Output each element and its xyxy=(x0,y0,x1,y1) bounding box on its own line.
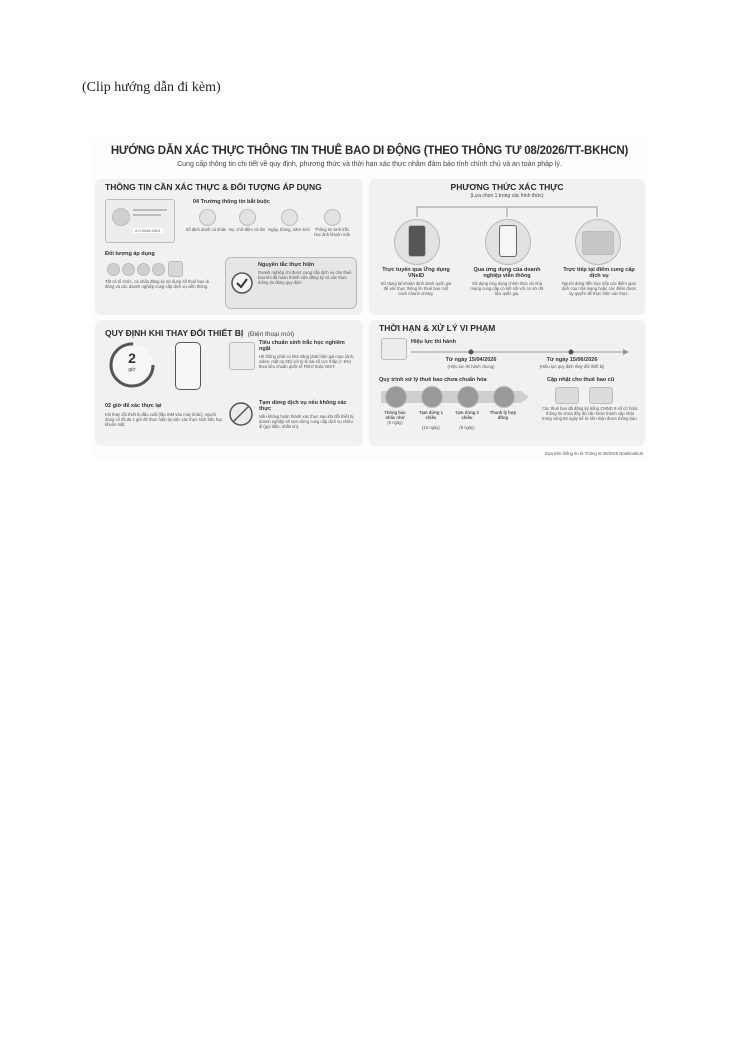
panel-device-change xyxy=(95,320,363,446)
step-4-label: Thanh lý hợp đồng xyxy=(489,410,517,420)
method-3-title: Trực tiếp tại điểm cung cấp dịch vụ xyxy=(563,267,635,279)
method-2-title: Qua ứng dụng của doanh nghiệp viễn thông xyxy=(473,267,541,279)
step-4-icon xyxy=(493,386,515,408)
panel2-heading: PHƯƠNG THỨC XÁC THỰC xyxy=(450,182,564,192)
connector-lines xyxy=(369,201,645,221)
timeline xyxy=(411,348,631,356)
store-icon xyxy=(582,231,614,255)
date-2: Từ ngày 15/06/2026 xyxy=(546,357,598,363)
principle-box xyxy=(225,257,357,309)
panel1-heading: THÔNG TIN CẦN XÁC THỰC & ĐỐI TƯỢNG ÁP DỤNG xyxy=(105,182,322,192)
date-1-sub: (Hiệu lực thi hành chung) xyxy=(447,364,495,369)
process-title: Quy trình xử lý thuê bao chưa chuẩn hóa xyxy=(379,377,487,383)
building-icon xyxy=(168,261,183,277)
old-id-card-icon xyxy=(555,387,579,404)
face-icon xyxy=(324,209,341,226)
panel3-heading-row xyxy=(105,323,294,341)
clock-unit: giờ xyxy=(128,367,136,373)
step-1-days: (5 ngày) xyxy=(387,420,403,425)
bio-title: Tiêu chuẩn sinh trắc học nghiêm ngặt xyxy=(259,340,345,352)
check-circle-icon xyxy=(231,272,253,294)
panel-methods xyxy=(369,179,645,315)
date-2-sub: (Hiệu lực quy định thay đổi thiết bị) xyxy=(539,364,605,369)
principle-title: Nguyên tắc thực hiện xyxy=(258,262,315,268)
old-title: Cập nhật cho thuê bao cũ xyxy=(547,377,615,383)
name-icon xyxy=(239,209,256,226)
infographic-subtitle: Cung cấp thông tin chi tiết về quy định, phương thức và thời hạn xác thực nhằm đảm bảo tính chính chủ và an toàn pháp lý. xyxy=(177,161,562,168)
principle-text: Doanh nghiệp chỉ được cung cấp dịch vụ cho thuê bao khi đã hoàn thành việc đăng ký và xác thực thông tin đúng quy định. xyxy=(258,270,352,285)
hours-text: Khi thay đổi thiết bị đầu cuối (lắp SIM vào máy khác), người dùng có tối đa 2 giờ để thực hiện lại việc xác thực sinh trắc học khuôn mặt. xyxy=(105,412,223,427)
person-icon-4 xyxy=(152,263,165,276)
hours-title: 02 giờ để xác thực lại xyxy=(105,403,162,409)
bio-text: Hệ thống phải có khả năng phát hiện giả mạo (ảnh, video, mặt nạ 3D) với tỷ lệ sai số cực thấp (< 5%) theo tiêu chuẩn quốc tế FIDO hoặc NIST. xyxy=(259,354,355,369)
field-1: Số định danh cá nhân xyxy=(185,227,227,232)
subjects-title: Đối tượng áp dụng xyxy=(105,251,155,257)
panel-deadlines xyxy=(369,320,645,446)
panel2-sub: (Lựa chọn 1 trong các hình thức) xyxy=(470,193,544,199)
date-1: Từ ngày 15/04/2026 xyxy=(445,357,497,363)
step-2-label: Tạm dừng 1 chiều xyxy=(419,410,443,420)
infographic-title: HƯỚNG DẪN XÁC THỰC THÔNG TIN THUÊ BAO DI ĐỘNG (THEO THÔNG TƯ 08/2026/TT-BKHCN) xyxy=(110,145,629,157)
step-1-label: Thông báo nhắc nhở xyxy=(384,410,406,420)
fields-title: 04 Trường thông tin bắt buộc xyxy=(193,199,270,205)
calendar-big-icon xyxy=(381,338,407,360)
step-3-days: (5 ngày) xyxy=(459,425,475,430)
portrait-icon xyxy=(112,208,130,226)
method-3-text: Người dùng đến trực tiếp các điểm giao dịch của nhà mạng hoặc các điểm được ủy quyền để thực hiện xác thực. xyxy=(561,281,637,296)
panel4-heading: THỜI HẠN & XỬ LÝ VI PHẠM xyxy=(379,323,496,333)
panel-info-subjects xyxy=(95,179,363,315)
subjects-text: Tất cả tổ chức, cá nhân đăng ký sử dụng số thuê bao di động và các doanh nghiệp cung cấp dịch vụ viễn thông. xyxy=(105,279,209,289)
method-1-title: Trực tuyến qua Ứng dụng VNeID xyxy=(382,267,450,279)
panel3-heading-sub: (Điện thoại mới) xyxy=(247,331,295,338)
face-scan-icon xyxy=(229,342,255,370)
step-2-days: (10 ngày) xyxy=(422,425,440,430)
id-number-icon xyxy=(199,209,216,226)
step-3-label: Tạm dừng 2 chiều xyxy=(455,410,479,420)
clock-number: 2 xyxy=(128,350,136,366)
suspend-text: Nếu không hoàn thành xác thực sau khi đổi thiết bị, doanh nghiệp sẽ tạm dừng cung cấp dịch vụ chiều đi (gọi điện, nhắn tin). xyxy=(259,414,355,429)
field-4: Thông tin sinh trắc học ảnh khuôn mặt xyxy=(314,227,350,237)
vneid-phone-icon xyxy=(408,225,426,257)
method-1-text: Sử dụng tài khoản định danh quốc gia để xác thực thông tin thuê bao một cách nhanh chóng. xyxy=(380,281,452,296)
step-2-icon xyxy=(421,386,443,408)
field-2: Họ, chữ đệm và tên xyxy=(228,227,266,232)
new-id-card-icon xyxy=(589,387,613,404)
suspend-title: Tạm dừng dịch vụ nếu không xác thực xyxy=(259,400,347,412)
effect-title: Hiệu lực thi hành xyxy=(411,339,456,345)
person-icon-2 xyxy=(122,263,135,276)
old-text: Các thuê bao đã đăng ký bằng CMND 9 số cũ hoặc thông tin chưa đầy đủ cần hoàn thành cập nhật trong vòng 60 ngày kể từ khi nhận được thông báo. xyxy=(542,406,638,421)
method-2-text: Sử dụng ứng dụng chính thức do nhà mạng cung cấp có kết nối với cơ sở dữ liệu quốc gia. xyxy=(470,281,544,296)
id-card-icon xyxy=(105,199,175,243)
person-icon-3 xyxy=(137,263,150,276)
smartphone-icon xyxy=(175,342,201,390)
person-icon-1 xyxy=(107,263,120,276)
calendar-icon xyxy=(281,209,298,226)
step-3-icon xyxy=(457,386,479,408)
no-service-icon xyxy=(229,402,253,426)
page-caption: (Clip hướng dẫn đi kèm) xyxy=(82,80,221,95)
footer-credit: Dựa trên thông tin từ Thông tư 08/2026 NotebookLM xyxy=(544,451,643,456)
step-1-icon xyxy=(385,386,407,408)
panel3-heading: QUY ĐỊNH KHI THAY ĐỔI THIẾT BỊ xyxy=(105,328,244,338)
field-3: Ngày, tháng, năm sinh xyxy=(268,227,310,232)
card-number: 0.0.5048.2001 xyxy=(135,228,161,233)
carrier-phone-icon xyxy=(499,225,517,257)
infographic xyxy=(92,138,647,460)
